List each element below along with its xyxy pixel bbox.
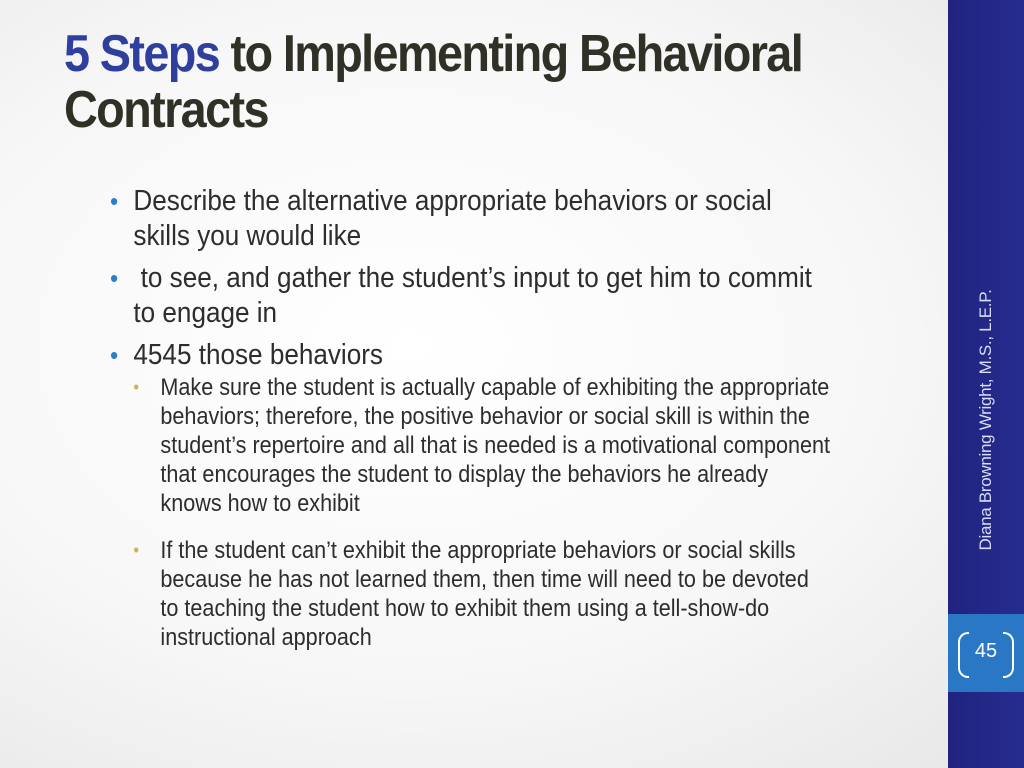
bullet-text: Describe the alternative appropriate behaviors or social skills you would like bbox=[133, 185, 772, 252]
sub-bullet-text: If the student can’t exhibit the appropriate behaviors or social skills because he has not learned them, then time will need to be devoted to teaching the student how to exhibit them using a tell-show-do instructional approach bbox=[160, 537, 809, 651]
sub-bullet-item bbox=[133, 373, 830, 518]
title-accent: 5 Steps bbox=[64, 25, 220, 83]
right-brace-icon bbox=[1003, 632, 1014, 678]
author-credit: Diana Browning Wright, M.S., L.E.P. bbox=[976, 289, 995, 551]
page-number-box bbox=[948, 614, 1024, 692]
page-number: 45 bbox=[974, 640, 998, 662]
bullet-list bbox=[110, 184, 830, 652]
sub-bullet-dot-icon: • bbox=[133, 377, 140, 397]
bullet-dot-icon: • bbox=[110, 340, 119, 370]
bullet-item bbox=[110, 184, 830, 254]
title-rest: to Implementing Behavioral Contracts bbox=[64, 25, 803, 139]
bullet-item bbox=[110, 338, 830, 652]
bullet-list-container bbox=[110, 184, 830, 670]
sub-bullet-item bbox=[133, 536, 830, 652]
slide-title bbox=[64, 26, 838, 138]
bullet-item bbox=[110, 261, 830, 331]
sub-bullet-dot-icon: • bbox=[133, 540, 140, 560]
bullet-text: to see, and gather the student’s input to get him to commit to engage in bbox=[133, 262, 820, 329]
sub-bullet-list bbox=[133, 373, 830, 652]
sub-bullet-text: Make sure the student is actually capable of exhibiting the appropriate behaviors; therefore, the positive behavior or social skill is within the student’s repertoire and all that is needed is a motivational component that encourages the student to display the behaviors he already knows how to exhibit bbox=[160, 374, 831, 517]
bullet-dot-icon: • bbox=[110, 263, 119, 293]
bullet-text: 4545 those behaviors bbox=[133, 339, 383, 371]
bullet-dot-icon: • bbox=[110, 186, 119, 216]
